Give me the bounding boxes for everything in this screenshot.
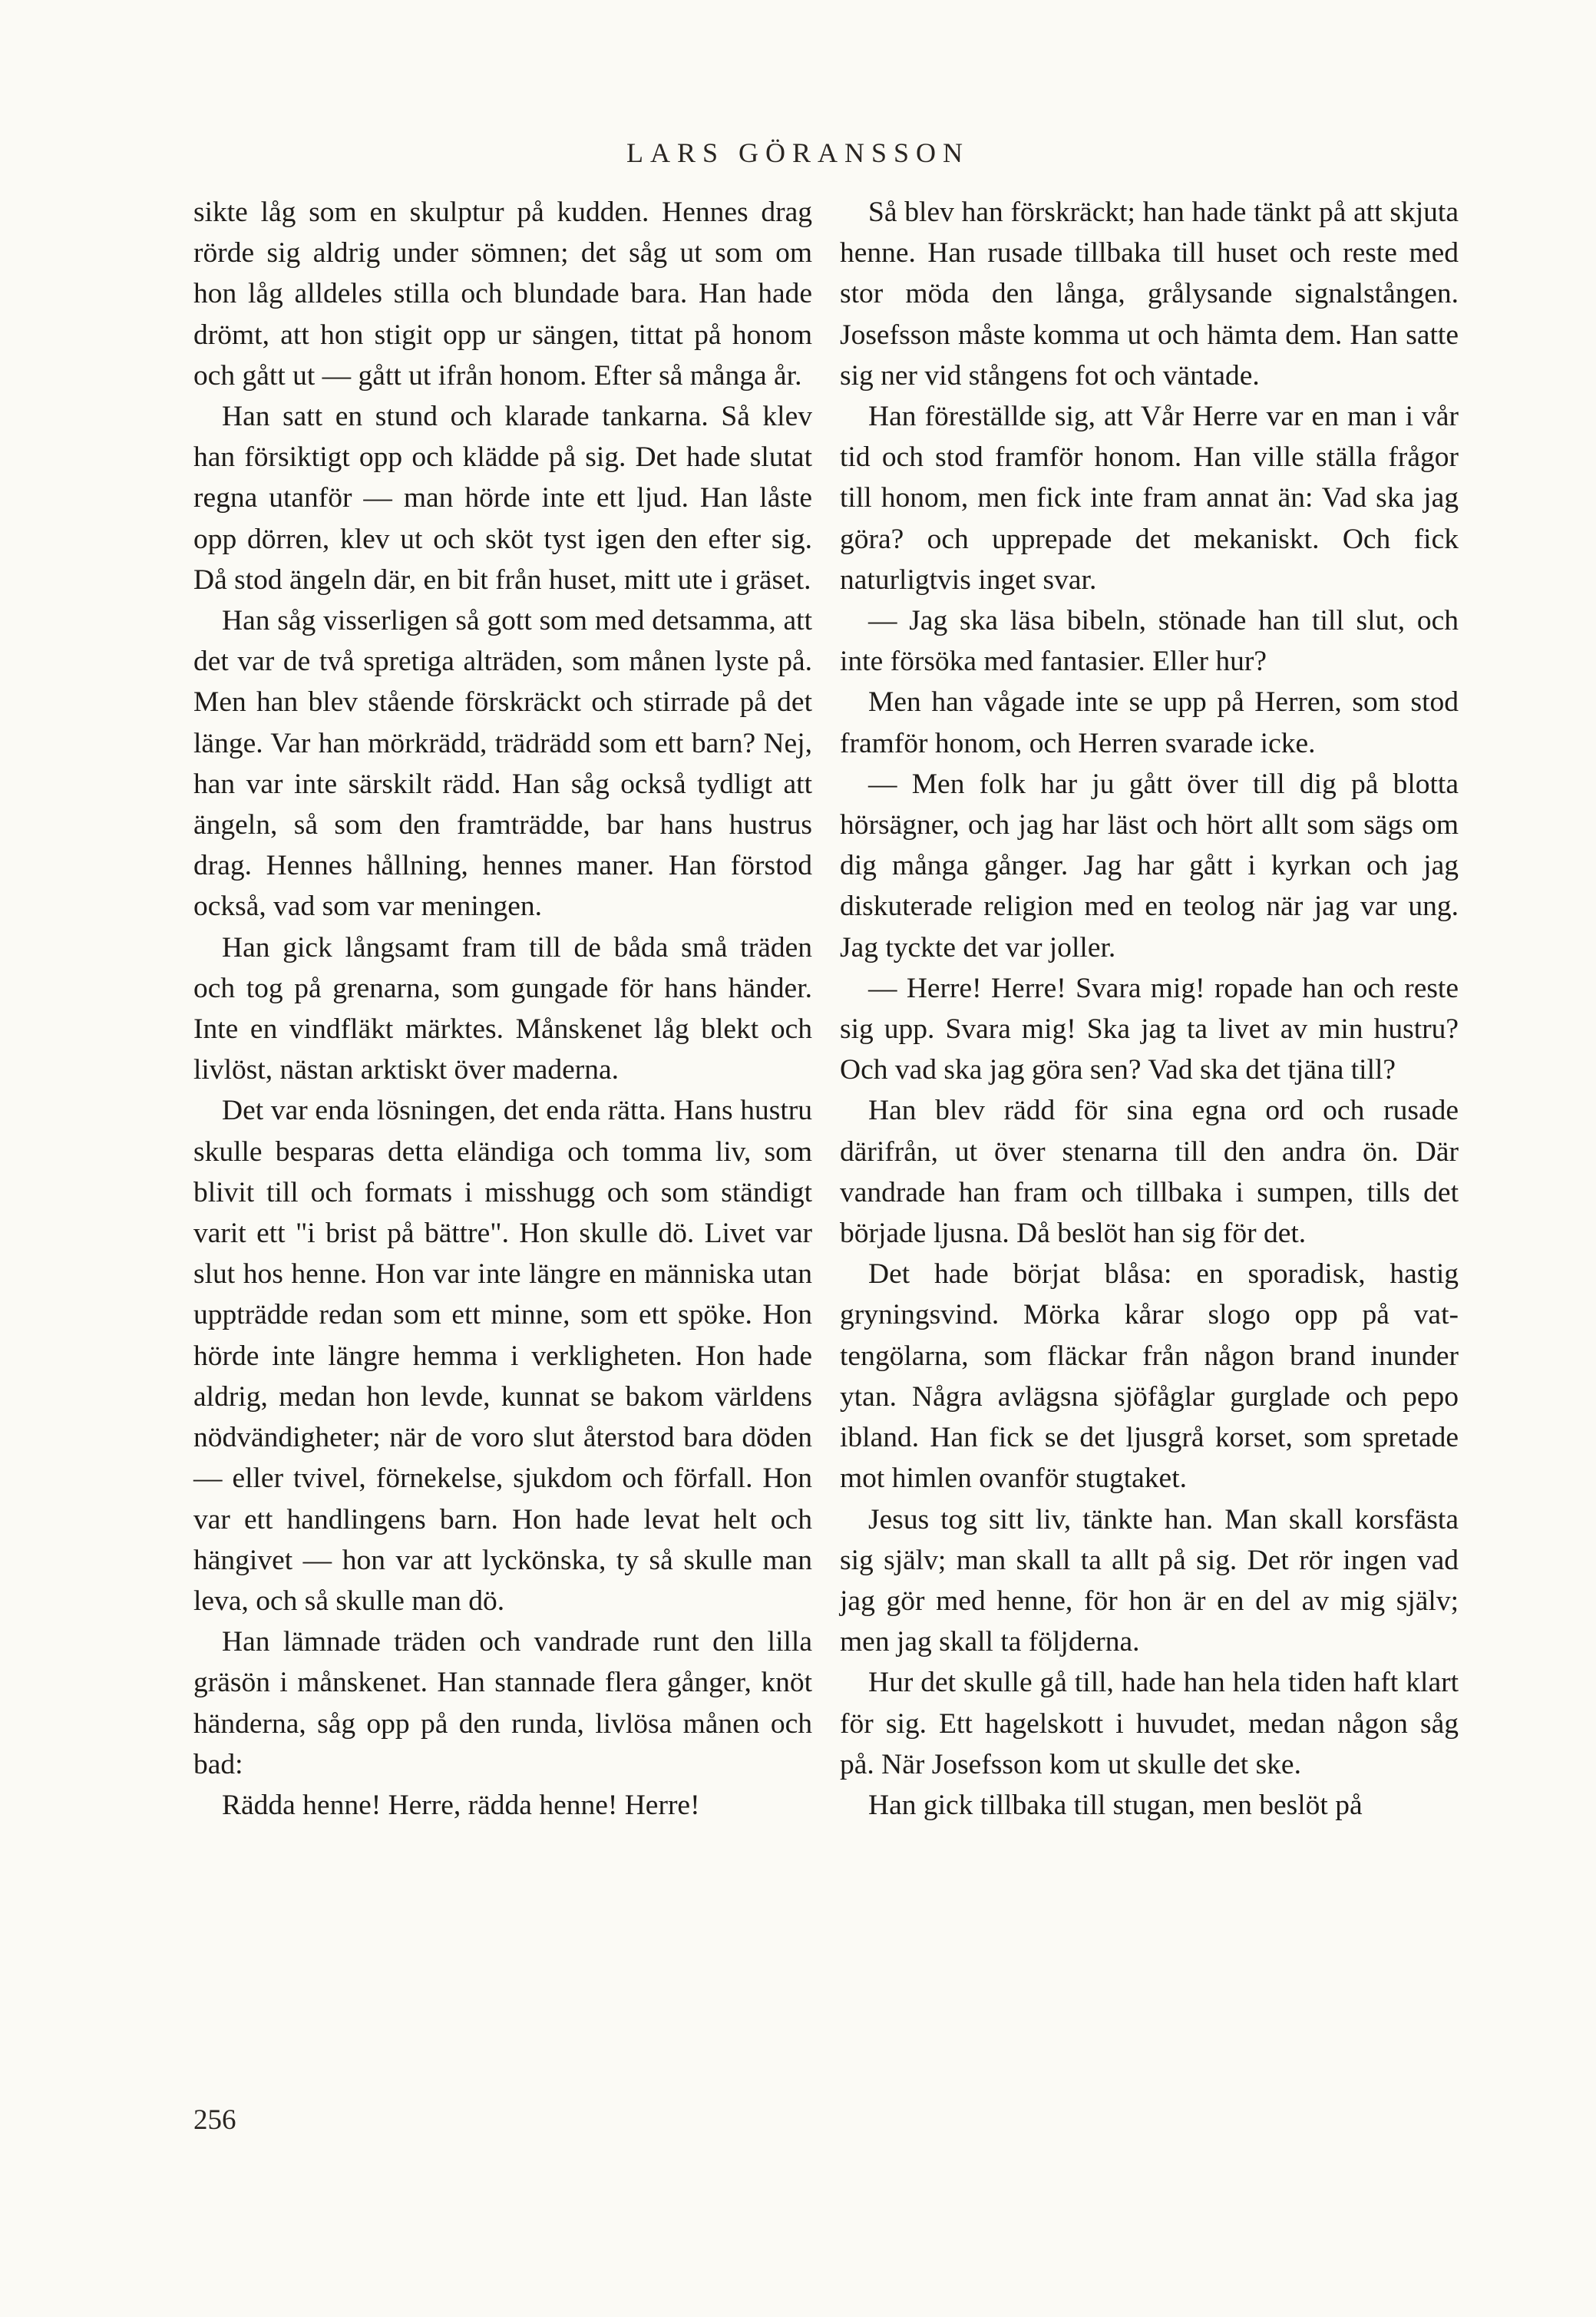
paragraph: Han lämnade träden och vandrade runt den lilla gräsön i månskenet. Han stannade flera gånger, knöt händerna, såg opp på den runda, livlösa månen och bad: (193, 1626, 812, 1780)
paragraph: Det var enda lösningen, det enda rätta. Hans hustru skulle besparas detta eländiga och tomma liv, som blivit till och formats i misshugg och som ständigt varit ett "i brist på bättre". Hon skulle dö. Livet var slut hos henne. Hon var inte längre en människa utan uppträdde redan som ett minne, som ett spöke. Hon hörde inte längre hemma i verkligheten. Hon hade aldrig, medan hon levde, kunnat se bakom världens nödvändigheter; när de voro slut återstod bara döden — eller tvivel, förnekelse, sjukdom och förfall. Hon var ett handlingens barn. Hon hade levat helt och hängivet — hon var att lyckönska, ty så skulle man leva, och så skulle man dö. (193, 1095, 812, 1617)
paragraph: Han satt en stund och klarade tankarna. Så klev han försiktigt opp och klädde på sig. Det hade slutat regna utanför — man hörde inte ett ljud. Han låste opp dörren, klev ut och sköt tyst igen den efter sig. Då stod ängeln där, en bit från huset, mitt ute i gräset. (193, 401, 812, 596)
paragraph: Han blev rädd för sina egna ord och rusade därifrån, ut över stenarna till den andra ön. Där vandrade han fram och tillbaka i sumpen, tills det började ljusna. Då beslöt han sig för det. (840, 1095, 1459, 1250)
running-head: LARS GÖRANSSON (626, 137, 970, 168)
left-text-column (193, 192, 812, 1826)
paragraph: Han gick långsamt fram till de båda små träden och tog på grenarna, som gungade för hans händer. Inte en vindfläkt märktes. Månskenet låg blekt och livlöst, nästan arktiskt över maderna. (193, 931, 812, 1086)
paragraph: — Jag ska läsa bibeln, stönade han till slut, och inte försöka med fantasier. Eller hur? (840, 605, 1459, 678)
paragraph: Hur det skulle gå till, hade han hela tiden haft klart för sig. Ett hagelskott i huvudet, medan någon såg på. När Josefsson kom ut skulle det ske. (840, 1667, 1459, 1780)
paragraph: Jesus tog sitt liv, tänkte han. Man skall korsfästa sig själv; man skall ta allt på sig. Det rör ingen vad jag gör med henne, för hon är en del av mig själv; men jag skall ta följderna. (840, 1503, 1459, 1658)
right-text-column (840, 192, 1459, 1826)
paragraph: Han föreställde sig, att Vår Herre var en man i vår tid och stod framför honom. Han ville ställa frågor till honom, men fick inte fram annat än: Vad ska jag göra? och upprepade det mekaniskt. Och fick naturligtvis inget svar. (840, 401, 1459, 596)
paragraph: — Herre! Herre! Svara mig! ropade han och reste sig upp. Svara mig! Ska jag ta livet av min hustru? Och vad ska jag göra sen? Vad ska det tjäna till? (840, 972, 1459, 1086)
paragraph: Det hade börjat blåsa: en sporadisk, hastig gryningsvind. Mörka kårar slogo opp på vattengölarna, som fläckar från någon brand inunder ytan. Några avlägsna sjöfåglar gurglade och pepo ibland. Han fick se det ljusgrå korset, som spretade mot himlen ovanför stugtaket. (840, 1258, 1459, 1495)
paragraph: Men han vågade inte se upp på Herren, som stod framför honom, och Herren svarade icke. (840, 686, 1459, 759)
paragraph: Han gick tillbaka till stugan, men beslöt på (868, 1789, 1363, 1821)
paragraph: Rädda henne! Herre, rädda henne! Herre! (222, 1789, 700, 1821)
paragraph: sikte låg som en skulptur på kudden. Hennes drag rörde sig aldrig under sömnen; det såg ut som om hon låg alldeles stilla och blundade bara. Han hade drömt, att hon stigit opp ur sängen, tittat på honom och gått ut — gått ut ifrån honom. Efter så många år. (193, 197, 812, 392)
paragraph: Han såg visserligen så gott som med detsamma, att det var de två spretiga alträden, som månen lyste på. Men han blev stående förskräckt och stirrade på det länge. Var han mörkrädd, trädrädd som ett barn? Nej, han var inte särskilt rädd. Han såg också tydligt att ängeln, så som den framträdde, bar hans hustrus drag. Hennes hållning, hennes maner. Han förstod också, vad som var meningen. (193, 605, 812, 923)
paragraph: Så blev han förskräckt; han hade tänkt på att skjuta henne. Han rusade tillbaka till huset och reste med stor möda den långa, grålysande signalstången. Josefsson måste komma ut och hämta dem. Han satte sig ner vid stångens fot och väntade. (840, 197, 1459, 392)
paragraph: — Men folk har ju gått över till dig på blotta hörsägner, och jag har läst och hört allt som sägs om dig många gånger. Jag har gått i kyrkan och jag diskuterade religion med en teolog när jag var ung. Jag tyckte det var joller. (840, 768, 1459, 963)
page-number: 256 (193, 2104, 236, 2136)
